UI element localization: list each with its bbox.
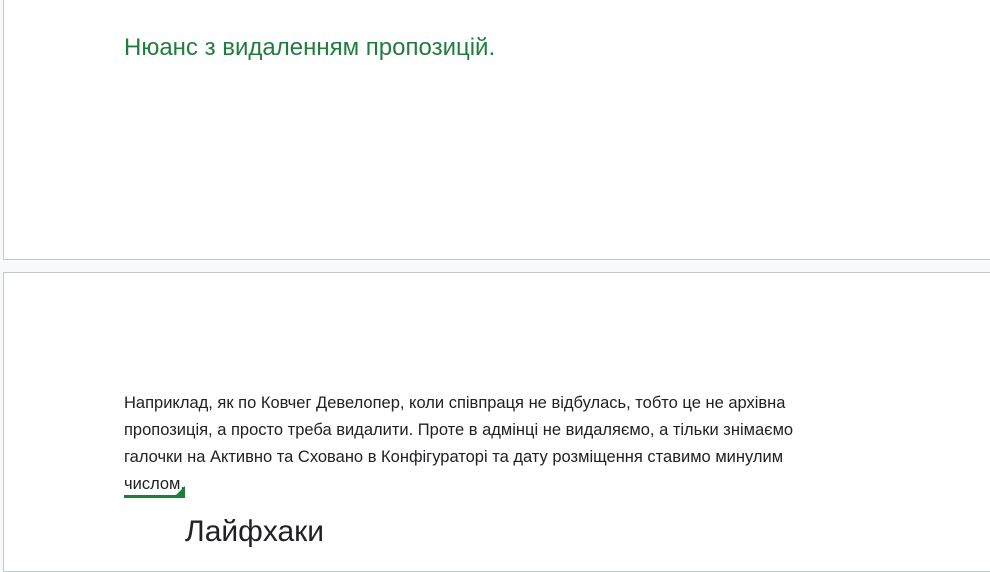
- paragraph-line-4: [124, 471, 793, 498]
- section-heading-lifehacks: Лайфхаки: [185, 515, 325, 548]
- document-page-1[interactable]: [3, 0, 990, 260]
- body-paragraph: [124, 390, 793, 498]
- paragraph-line-3: галочки на Активно та Сховано в Конфігураторі та дату розміщення ставимо минулим: [124, 448, 784, 466]
- paragraph-line-1: Наприклад, як по Ковчег Девелопер, коли співпраця не відбулась, тобто це не архівна: [124, 394, 786, 412]
- section-heading-deletion-nuance: Нюанс з видаленням пропозицій.: [124, 34, 496, 61]
- paragraph-line-2: пропозиція, а просто треба видалити. Проте в адмінці не видаляємо, а тільки знімаємо: [124, 421, 794, 439]
- suggestion-underline-marker[interactable]: числом.: [124, 474, 185, 498]
- document-page-2[interactable]: [3, 272, 990, 572]
